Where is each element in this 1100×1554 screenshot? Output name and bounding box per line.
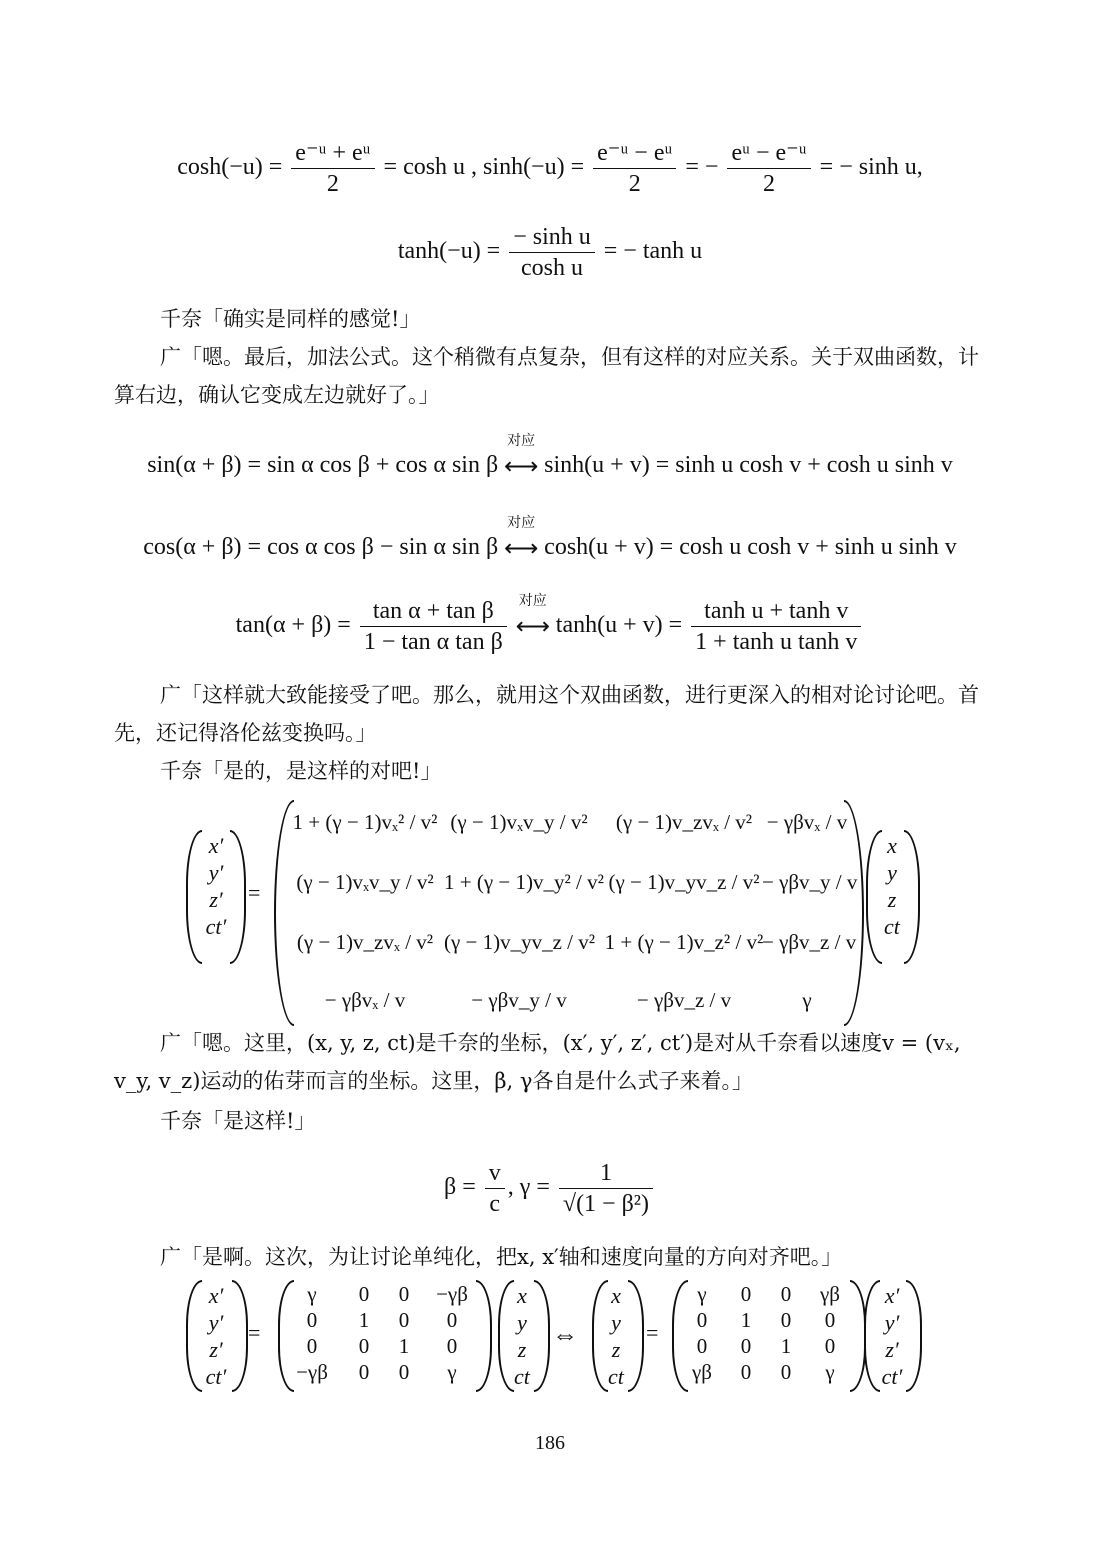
vector-entry: z xyxy=(611,1337,621,1362)
right-paren xyxy=(628,1280,644,1392)
vector-entry: x xyxy=(611,1283,621,1308)
matrix-cell: 0 xyxy=(824,1308,836,1332)
matrix-cell: (γ − 1)v_zvₓ / v² xyxy=(615,810,753,834)
double-arrow-icon: ⟷ xyxy=(515,614,550,640)
right-paren xyxy=(534,1280,550,1392)
vector-entry: ct′ xyxy=(205,914,227,939)
fraction xyxy=(509,222,595,283)
matrix-cell: − γβvₓ / v xyxy=(766,810,848,834)
lhs-vector xyxy=(196,1282,236,1390)
vector-entry: ct xyxy=(884,914,900,939)
dialogue-line: 千奈「是这样!」 xyxy=(160,1109,316,1133)
matrix-cell: 0 xyxy=(358,1282,370,1306)
numerator: tanh u + tanh v xyxy=(691,596,861,627)
matrix-cell: 1 xyxy=(780,1334,792,1358)
matrix-cell: (γ − 1)vₓv_y / v² xyxy=(296,870,434,894)
denominator: 2 xyxy=(326,171,339,197)
equation-tanh-parity xyxy=(0,222,1100,283)
eq-text: , γ = xyxy=(507,1174,550,1201)
matrix-cell: 0 xyxy=(824,1334,836,1358)
vector-entry: z′ xyxy=(209,1337,223,1362)
fraction xyxy=(485,1158,505,1219)
dialogue-line: 广「是啊。这次，为让讨论单纯化，把x, x′轴和速度向量的方向对齐吧。」 xyxy=(160,1245,843,1269)
matrix-cell: γβ xyxy=(820,1282,840,1306)
fraction xyxy=(691,596,861,657)
matrix-cell: −γβ xyxy=(436,1282,468,1306)
arrow-label: 对应 xyxy=(507,515,536,531)
matrix-cell: 0 xyxy=(740,1334,752,1358)
fraction xyxy=(593,138,676,199)
dialogue-line: 千奈「是的，是这样的对吧!」 xyxy=(160,759,442,783)
correspondence-arrow xyxy=(500,515,542,563)
equation-beta-gamma xyxy=(0,1158,1100,1219)
eq-text: = − sinh u, xyxy=(819,154,923,181)
eq-text: sinh(u + v) = sinh u cosh v + cosh u sinh v xyxy=(544,452,953,479)
matrix-cell: (γ − 1)v_yv_z / v² xyxy=(608,870,760,894)
page-number: 186 xyxy=(535,1432,565,1454)
matrix-cell: (γ − 1)v_yv_z / v² xyxy=(444,930,596,954)
eq-text: cos(α + β) = cos α cos β − sin α sin β xyxy=(143,534,499,561)
vector-entry: x xyxy=(517,1283,527,1308)
vector-entry: y xyxy=(611,1310,621,1335)
dialogue-line: 广「嗯。这里，(x, y, z, ct)是千奈的坐标，(x′, y′, z′, ct′)是对从千奈看以速度v = (vₓ, v_y, v_z)运动的佑芽而言的坐标。这里，β, γ各自是什么式子来着。」 xyxy=(114,1031,961,1093)
matrix-cell: 0 xyxy=(358,1334,370,1358)
matrix-cell: 1 + (γ − 1)v_y² / v² xyxy=(444,870,604,894)
numerator: e⁻ᵘ − eᵘ xyxy=(593,138,676,169)
arrow-label: 对应 xyxy=(518,593,547,609)
numerator: eᵘ − e⁻ᵘ xyxy=(727,138,810,169)
matrix-cell: 0 xyxy=(740,1282,752,1306)
equation-tan-addition xyxy=(0,593,1100,657)
eq-text: = − tanh u xyxy=(603,238,703,265)
matrix-cell: 0 xyxy=(696,1308,708,1332)
matrix-cell: (γ − 1)vₓv_y / v² xyxy=(450,810,588,834)
matrix-right-paren xyxy=(476,1280,492,1392)
numerator: v xyxy=(485,1158,505,1189)
eq-text: tanh(u + v) = xyxy=(555,612,683,639)
denominator: 1 + tanh u tanh v xyxy=(695,629,858,655)
vector-entry: y′ xyxy=(884,1310,900,1335)
right-paren xyxy=(230,830,246,964)
vector-entry: x′ xyxy=(208,1283,224,1308)
matrix-cell: 0 xyxy=(780,1360,792,1384)
equals-sign: = xyxy=(646,1320,659,1345)
numerator: tan α + tan β xyxy=(360,596,507,627)
double-arrow-icon: ⟷ xyxy=(503,536,539,562)
matrix-cell: −γβ xyxy=(296,1360,328,1384)
matrix-cell: 1 + (γ − 1)vₓ² / v² xyxy=(292,810,438,834)
vector-entry: ct xyxy=(608,1364,624,1389)
equals-sign: = xyxy=(248,880,261,905)
equation-cos-addition xyxy=(0,515,1100,563)
matrix-cell: 0 xyxy=(398,1308,410,1332)
correspondence-arrow xyxy=(500,433,542,481)
vector-entry: y xyxy=(517,1310,527,1335)
vector-entry: z′ xyxy=(209,887,223,912)
matrix-cell: − γβvₓ / v xyxy=(324,988,406,1012)
denominator: cosh u xyxy=(520,255,583,281)
vector-entry: ct xyxy=(514,1364,530,1389)
denominator: √(1 − β²) xyxy=(562,1191,649,1217)
eq-text: β = xyxy=(444,1174,476,1201)
matrix-cell: 0 xyxy=(780,1282,792,1306)
vector-entry: x′ xyxy=(208,833,224,858)
eq-text: tan(α + β) = xyxy=(235,612,351,639)
vector-entry: y′ xyxy=(208,860,224,885)
vector-entry: ct′ xyxy=(881,1364,903,1389)
equation-cosh-sinh-parity xyxy=(0,138,1100,199)
matrix-cell: 0 xyxy=(446,1334,458,1358)
matrix-cell: (γ − 1)v_zvₓ / v² xyxy=(296,930,434,954)
right-paren xyxy=(904,830,920,964)
matrix-cell: 0 xyxy=(740,1360,752,1384)
matrix-cell: 0 xyxy=(780,1308,792,1332)
dialogue-line: 广「嗯。最后，加法公式。这个稍微有点复杂，但有这样的对应关系。关于双曲函数，计算右边，确认它变成左边就好了。」 xyxy=(114,345,979,407)
matrix-cell: − γβv_z / v xyxy=(636,988,732,1012)
denominator: 2 xyxy=(628,171,641,197)
denominator: 1 − tan α tan β xyxy=(363,629,503,655)
matrix-cell: − γβv_y / v xyxy=(762,870,858,894)
fraction xyxy=(727,138,810,199)
right-paren xyxy=(906,1280,922,1392)
vector-entry: x′ xyxy=(884,1283,900,1308)
dialogue-line: 千奈「确实是同样的感觉!」 xyxy=(160,307,421,331)
matrix-cell: 0 xyxy=(398,1282,410,1306)
numerator: 1 xyxy=(559,1158,653,1189)
vector-entry: z xyxy=(887,887,897,912)
matrix-cell: γ xyxy=(697,1282,707,1306)
denominator: 2 xyxy=(763,171,776,197)
numerator: − sinh u xyxy=(509,222,595,253)
equation-sin-addition xyxy=(0,433,1100,481)
matrix-cell: γ xyxy=(802,988,812,1012)
eq-text: tanh(−u) = xyxy=(397,238,501,265)
matrix-cell: − γβv_z / v xyxy=(762,930,857,954)
denominator: c xyxy=(489,1191,501,1217)
eq-text: = − xyxy=(685,154,719,181)
matrix-cell: 0 xyxy=(306,1308,318,1332)
matrix-cell: 1 + (γ − 1)v_z² / v² xyxy=(604,930,764,954)
vector-entry: y′ xyxy=(208,1310,224,1335)
matrix-cell: γ xyxy=(825,1360,835,1384)
matrix-cell: γβ xyxy=(692,1360,712,1384)
matrix-cell: 0 xyxy=(306,1334,318,1358)
vector-entry: z′ xyxy=(885,1337,899,1362)
vector-entry: y xyxy=(887,860,897,885)
arrow-label: 对应 xyxy=(507,433,536,449)
eq-text: cosh(u + v) = cosh u cosh v + sinh u sinh v xyxy=(544,534,957,561)
matrix-cell: 0 xyxy=(398,1360,410,1384)
vector-entry: z xyxy=(517,1337,527,1362)
eq-text: cosh(−u) = xyxy=(177,154,283,181)
matrix-cell: 0 xyxy=(446,1308,458,1332)
dialogue-line: 广「这样就大致能接受了吧。那么，就用这个双曲函数，进行更深入的相对论讨论吧。首先，还记得洛伦兹变换吗。」 xyxy=(114,683,979,745)
iff-arrow-icon: ⇔ xyxy=(552,1320,578,1349)
matrix-cell: 0 xyxy=(696,1334,708,1358)
matrix-cell: 1 xyxy=(398,1334,410,1358)
correspondence-arrow xyxy=(512,593,554,641)
matrix-cell: − γβv_y / v xyxy=(471,988,567,1012)
fraction xyxy=(559,1158,653,1219)
eq-text: sin(α + β) = sin α cos β + cos α sin β xyxy=(147,452,499,479)
fraction xyxy=(360,596,507,657)
vector-entry: ct′ xyxy=(205,1364,227,1389)
right-paren xyxy=(232,1280,248,1392)
vector-entry: x xyxy=(887,833,897,858)
matrix-cell: γ xyxy=(447,1360,457,1384)
fraction xyxy=(291,138,374,199)
matrix-cell: 1 xyxy=(358,1308,370,1332)
eq-text: = cosh u , sinh(−u) = xyxy=(383,154,585,181)
matrix-cell: γ xyxy=(307,1282,317,1306)
matrix-cell: 0 xyxy=(358,1360,370,1384)
equals-sign: = xyxy=(248,1320,261,1345)
double-arrow-icon: ⟷ xyxy=(503,454,539,480)
numerator: e⁻ᵘ + eᵘ xyxy=(291,138,374,169)
matrix-cell: 1 xyxy=(740,1308,752,1332)
